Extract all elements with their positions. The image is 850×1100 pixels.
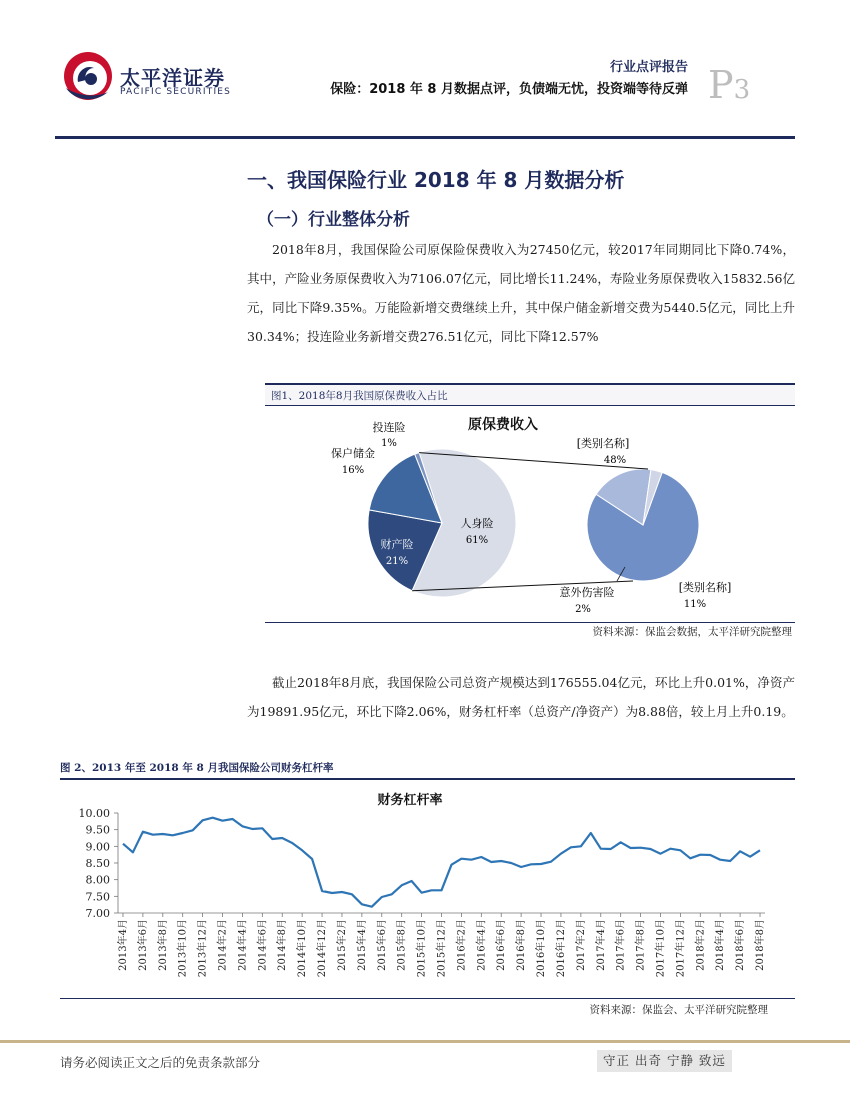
label-life-insurance-pct: 61% bbox=[465, 535, 489, 546]
page-number-letter: P bbox=[708, 63, 734, 107]
label-policyholder-deposit-pct: 16% bbox=[341, 465, 365, 476]
x-tick-label: 2016年10月 bbox=[536, 919, 548, 978]
y-tick-label: 9.00 bbox=[85, 840, 110, 854]
figure1-pie-chart bbox=[265, 405, 795, 624]
line-chart-title: 财务杠杆率 bbox=[377, 793, 443, 808]
x-tick-label: 2015年12月 bbox=[436, 919, 448, 978]
pie-chart-title: 原保费收入 bbox=[468, 417, 538, 433]
main-pie bbox=[368, 449, 516, 597]
label-investment-linked: 投连险 bbox=[372, 421, 406, 434]
x-tick-label: 2016年2月 bbox=[456, 919, 468, 971]
x-tick-label: 2013年4月 bbox=[117, 919, 129, 971]
y-tick-label: 9.50 bbox=[85, 823, 110, 837]
y-tick-label: 10.00 bbox=[78, 807, 110, 820]
footer-disclaimer: 请务必阅读正文之后的免责条款部分 bbox=[60, 1055, 261, 1070]
x-tick-label: 2018年4月 bbox=[715, 919, 727, 971]
footer-motto: 守正 出奇 宁静 致远 bbox=[597, 1050, 732, 1072]
y-axis bbox=[79, 807, 119, 920]
paragraph-premium-income: 2018年8月，我国保险公司原保险保费收入为27450亿元，较2017年同期同比下降0.74%，其中，产险业务原保费收入为7106.07亿元，同比增长11.24%，寿险业务原保费收入15832.56亿元，同比下降9.35%。万能险新增交费继续上升，其中保户储金新增交费为5440.5亿元，同比上升30.34%；投连险业务新增交费276.51亿元，同比下降12.57% bbox=[247, 242, 795, 344]
x-axis bbox=[116, 913, 766, 977]
x-tick-label: 2014年6月 bbox=[257, 919, 269, 971]
label-sub-category-b: [类别名称] bbox=[678, 581, 732, 594]
x-tick-label: 2017年2月 bbox=[575, 919, 587, 971]
footer-divider bbox=[0, 1040, 850, 1043]
x-tick-label: 2014年2月 bbox=[217, 919, 229, 971]
paragraph-total-assets: 截止2018年8月底，我国保险公司总资产规模达到176555.04亿元，环比上升0.01%，净资产为19891.95亿元，环比下降2.06%，财务杠杆率（总资产/净资产）为8.88倍，较上月上升0.19。 bbox=[247, 675, 795, 719]
x-tick-label: 2016年6月 bbox=[496, 919, 508, 971]
x-tick-label: 2018年8月 bbox=[755, 919, 767, 971]
report-title: 保险：2018 年 8 月数据点评，负债端无忧，投资端等待反弹 bbox=[330, 82, 688, 97]
x-tick-label: 2016年4月 bbox=[476, 919, 488, 971]
x-tick-label: 2015年2月 bbox=[336, 919, 348, 971]
section-heading: 一、我国保险行业 2018 年 8 月数据分析 bbox=[247, 168, 625, 192]
header-divider bbox=[55, 136, 795, 139]
leverage-line bbox=[123, 818, 760, 907]
x-tick-label: 2016年12月 bbox=[555, 919, 567, 978]
logo-name-cn: 太平洋证券 bbox=[120, 66, 225, 90]
page-number-digit: 3 bbox=[733, 75, 751, 105]
figure1-bottom-rule bbox=[265, 622, 795, 623]
x-tick-label: 2013年10月 bbox=[177, 919, 189, 978]
logo-name-en: PACIFIC SECURITIES bbox=[120, 87, 232, 97]
figure2-bottom-rule bbox=[60, 998, 795, 999]
x-tick-label: 2014年8月 bbox=[277, 919, 289, 971]
x-tick-label: 2013年12月 bbox=[197, 919, 209, 978]
label-life-insurance: 人身险 bbox=[460, 517, 494, 530]
y-tick-label: 7.00 bbox=[85, 907, 110, 920]
company-logo bbox=[60, 48, 116, 108]
x-tick-label: 2016年8月 bbox=[516, 919, 528, 971]
x-tick-label: 2018年2月 bbox=[695, 919, 707, 971]
figure1-caption: 图1、2018年8月我国原保费收入占比 bbox=[271, 390, 448, 402]
y-tick-label: 8.00 bbox=[85, 873, 110, 887]
x-tick-label: 2015年10月 bbox=[416, 919, 428, 978]
y-tick-label: 8.50 bbox=[85, 857, 110, 870]
label-accident-insurance: 意外伤害险 bbox=[559, 586, 615, 599]
x-tick-label: 2013年6月 bbox=[137, 919, 149, 971]
label-accident-insurance-pct: 2% bbox=[575, 604, 591, 615]
line-chart-svg bbox=[60, 780, 795, 998]
x-tick-label: 2014年4月 bbox=[237, 919, 249, 971]
x-tick-label: 2015年6月 bbox=[376, 919, 388, 971]
report-type: 行业点评报告 bbox=[609, 60, 688, 75]
label-policyholder-deposit: 保户储金 bbox=[331, 447, 375, 460]
label-sub-category-a: [类别名称] bbox=[576, 437, 630, 450]
figure2-line-chart bbox=[60, 780, 795, 1002]
page-number bbox=[708, 63, 751, 107]
x-tick-label: 2015年4月 bbox=[356, 919, 368, 971]
figure1-source: 资料来源：保监会数据，太平洋研究院整理 bbox=[592, 626, 792, 638]
label-sub-category-b-pct: 11% bbox=[683, 599, 707, 610]
x-tick-label: 2017年6月 bbox=[615, 919, 627, 971]
label-property-insurance: 财产险 bbox=[380, 538, 414, 551]
x-tick-label: 2017年4月 bbox=[595, 919, 607, 971]
x-tick-label: 2014年10月 bbox=[297, 919, 309, 978]
x-tick-label: 2017年8月 bbox=[635, 919, 647, 971]
sub-pie bbox=[587, 469, 699, 581]
figure1-caption-bar bbox=[265, 383, 795, 406]
x-tick-label: 2018年6月 bbox=[735, 919, 747, 971]
pie-chart-svg bbox=[265, 405, 795, 620]
x-tick-label: 2014年12月 bbox=[317, 919, 329, 978]
line-series bbox=[123, 818, 760, 907]
y-tick-label: 7.50 bbox=[85, 890, 110, 904]
x-tick-label: 2015年8月 bbox=[396, 919, 408, 971]
label-sub-category-a-pct: 48% bbox=[603, 455, 627, 466]
figure2-source: 资料来源：保监会、太平洋研究院整理 bbox=[589, 1004, 768, 1016]
x-tick-label: 2017年12月 bbox=[675, 919, 687, 978]
figure2-caption: 图 2、2013 年至 2018 年 8 月我国保险公司财务杠杆率 bbox=[60, 762, 334, 774]
subsection-heading: （一）行业整体分析 bbox=[257, 210, 410, 230]
company-logo-mark bbox=[60, 48, 116, 104]
label-property-insurance-pct: 21% bbox=[385, 556, 409, 567]
x-tick-label: 2017年10月 bbox=[655, 919, 667, 978]
label-investment-linked-pct: 1% bbox=[381, 438, 397, 449]
x-tick-label: 2013年8月 bbox=[157, 919, 169, 971]
